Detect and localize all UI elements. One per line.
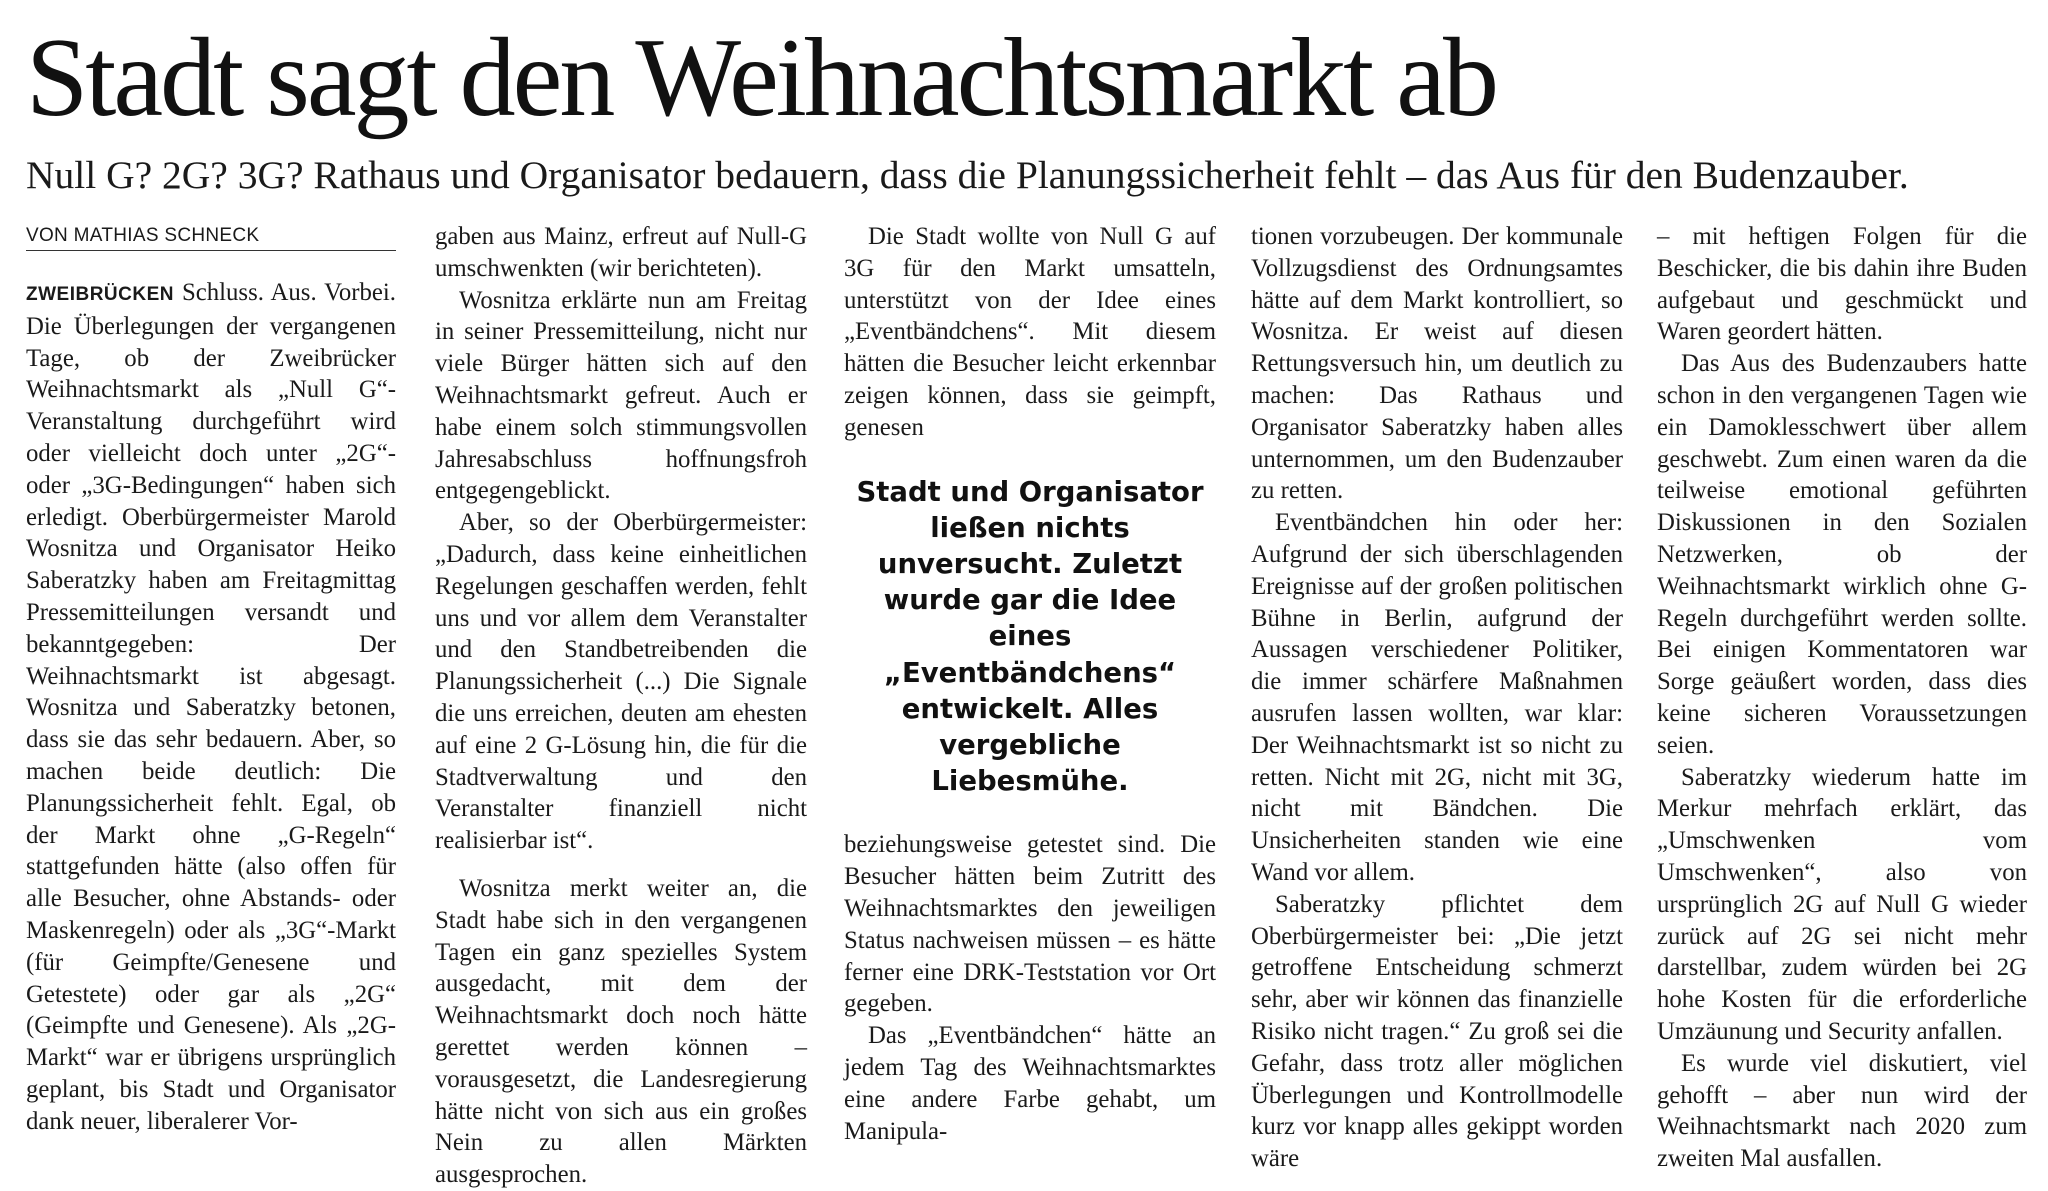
article-column-4 [1251,221,1623,1175]
subheadline: Null G? 2G? 3G? Rathaus und Organisator bedauern, dass die Planungssicherheit fehlt – das Aus für den Budenzauber. [26,153,1909,197]
paragraph: tionen vorzubeugen. Der kommunale Vollzugsdienst des Ordnungsamtes hätte auf dem Markt kontrolliert, so Wosnitza. Er weist auf diesen Rettungsversuch hin, um deutlich zu machen: Das Rathaus und Organisator Saberatzky haben alles unternommen, um den Budenzauber zu retten. [1251,223,1623,505]
pull-quote: Stadt und Organisator ließen nichts unversucht. Zuletzt wurde gar die Idee eines „Eventbändchens“ entwickelt. Alles vergebliche Liebesmühe. [856,475,1204,798]
article-column-2 [435,221,807,1191]
paragraph: Saberatzky pflichtet dem Oberbürgermeister bei: „Die jetzt getroffene Entscheidung schmerzt sehr, aber wir können das finanzielle Risiko nicht tragen.“ Zu groß sei die Gefahr, dass trotz aller möglichen Überlegungen und Kontrollmodelle kurz vor knapp alles gekippt worden wäre [1251,890,1623,1173]
byline: VON MATHIAS SCHNECK [26,223,396,251]
paragraph: Das „Eventbändchen“ hätte an jedem Tag des Weihnachtsmarktes eine andere Farbe gehabt, um Manipula- [844,1022,1216,1145]
paragraph: beziehungsweise getestet sind. Die Besucher hätten beim Zutritt des Weihnachtsmarktes den jeweiligen Status nachweisen müssen – es hätte ferner eine DRK-Teststation vor Ort gegeben. [844,831,1216,1018]
paragraph: Eventbändchen hin oder her: Aufgrund der sich überschlagenden Ereignisse auf der großen politischen Bühne in Berlin, aufgrund der Aussagen verschiedener Politiker, die immer schärfere Maßnahmen ausrufen lassen wollten, war klar: Der Weihnachtsmarkt ist so nicht zu retten. Nicht mit 2G, nicht mit 3G, nicht mit Bändchen. Die Unsicherheiten standen wie eine Wand vor allem. [1251,509,1623,886]
paragraph: Wosnitza merkt weiter an, die Stadt habe sich in den vergangenen Tagen ein ganz spezielles System ausgedacht, mit dem der Weihnachtsmarkt doch noch hätte gerettet werden können – vorausgesetzt, die Landesregierung hätte nicht von sich aus ein großes Nein zu allen Märkten ausgesprochen. [435,874,807,1189]
paragraph: Es wurde viel diskutiert, viel gehofft – aber nun wird der Weihnachtsmarkt nach 2020 zum zweiten Mal ausfallen. [1657,1049,2027,1173]
paragraph: Die Stadt wollte von Null G auf 3G für den Markt umsatteln, unterstützt von der Idee eines „Eventbändchens“. Mit diesem hätten die Besucher leicht erkennbar zeigen können, dass sie geimpft, genesen [844,223,1216,441]
paragraph: gaben aus Mainz, erfreut auf Null-G umschwenkten (wir berichteten). [435,223,807,282]
article-column-3 [844,221,1216,1147]
dateline: ZWEIBRÜCKEN [26,284,174,305]
article-column-5 [1657,221,2027,1175]
paragraph-text: Schluss. Aus. Vorbei. Die Überlegungen der vergangenen Tage, ob der Zweibrücker Weihnachtsmarkt als „Null G“-Veranstaltung durchgeführt wird oder vielleicht doch unter „2G“- oder „3G-Bedingungen“ haben sich erledigt. Oberbürgermeister Marold Wosnitza und Organisator Heiko Saberatzky haben am Freitagmittag Pressemitteilungen versandt und bekanntgegeben: Der Weihnachtsmarkt ist abgesagt. Wosnitza und Saberatzky betonen, dass sie das sehr bedauern. Aber, so machen beide deutlich: Die Planungssicherheit fehlt. Egal, ob der Markt ohne „G-Regeln“ stattgefunden hätte (also offen für alle Besucher, ohne Abstands- oder Maskenregeln) oder als „3G“-Markt (für Geimpfte/Genesene und Getestete) oder gar als „2G“ (Geimpfte und Genesene). Als „2G-Markt“ war er übrigens ursprünglich geplant, bis Stadt und Organisator dank neuer, liberalerer Vor- [26,279,396,1135]
paragraph: Das Aus des Budenzaubers hatte schon in den vergangenen Tagen wie ein Damoklesschwert über allem geschwebt. Zum einen waren da die teilweise emotional geführten Diskussionen in den Sozialen Netzwerken, ob der Weihnachtsmarkt wirklich ohne G-Regeln durchgeführt werden sollte. Bei einigen Kommentatoren war Sorge geäußert worden, dass dies keine sicheren Voraussetzungen seien. [1657,350,2027,759]
paragraph: Saberatzky wiederum hatte im Merkur mehrfach erklärt, das „Umschwenken vom Umschwenken“, also von ursprünglich 2G auf Null G wieder zurück auf 2G sei nicht mehr darstellbar, zudem würden bei 2G hohe Kosten für die erforderliche Umzäunung und Security anfallen. [1657,763,2027,1045]
paragraph [26,277,396,1138]
paragraph: Wosnitza erklärte nun am Freitag in seiner Pressemitteilung, nicht nur viele Bürger hätten sich auf den Weihnachtsmarkt gefreut. Auch er habe einem solch stimmungsvollen Jahresabschluss hoffnungsfroh entgegengeblickt. [435,286,807,505]
article-column-1 [26,223,396,1138]
headline: Stadt sagt den Weihnachtsmarkt ab [26,16,1496,140]
paragraph: Aber, so der Oberbürgermeister: „Dadurch, dass keine einheitlichen Regelungen geschaffen werden, fehlt uns und vor allem dem Veranstalter und den Standbetreibenden die Planungssicherheit (...) Die Signale die uns erreichen, deuten am ehesten auf eine 2 G-Lösung hin, die für die Stadtverwaltung und den Veranstalter finanziell nicht realisierbar ist“. [435,509,807,855]
paragraph: – mit heftigen Folgen für die Beschicker, die bis dahin ihre Buden aufgebaut und geschmückt und Waren geordert hätten. [1657,223,2027,346]
